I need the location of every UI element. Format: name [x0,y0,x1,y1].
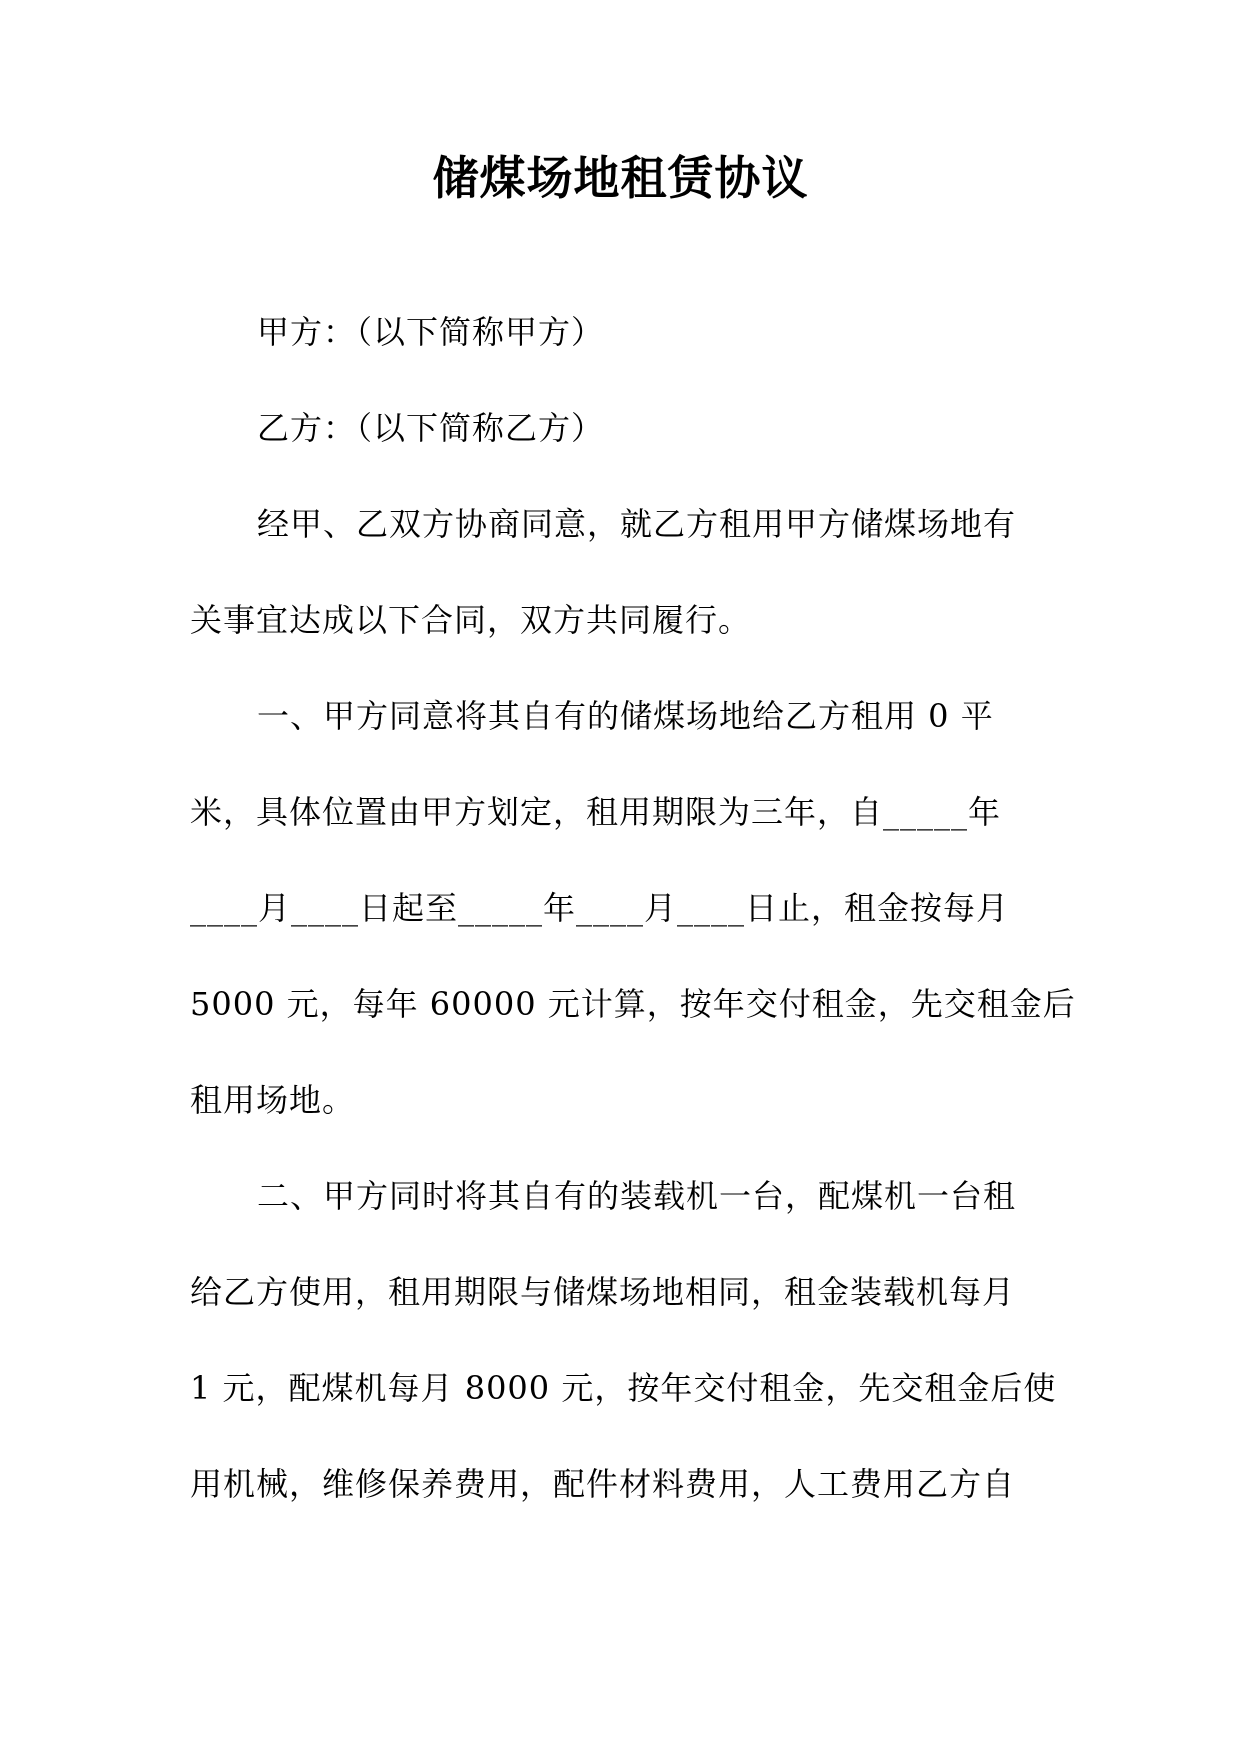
preamble-line-2: 关事宜达成以下合同，双方共同履行。 [190,601,752,639]
party-a-line: 甲方：（以下简称甲方） [257,313,605,351]
clause-1-line-2: 米，具体位置由甲方划定，租用期限为三年，自_____年 [190,793,1002,831]
preamble-line-1: 经甲、乙双方协商同意，就乙方租用甲方储煤场地有 [257,505,1017,543]
clause-1-line-3: ____月____日起至_____年____月____日止，租金按每月 [190,889,1010,927]
clause-2-line-1: 二、甲方同时将其自有的装载机一台，配煤机一台租 [257,1177,1017,1215]
clause-2-line-4: 用机械，维修保养费用，配件材料费用，人工费用乙方自 [190,1465,1016,1503]
clause-1-line-5: 租用场地。 [190,1081,356,1119]
party-b-line: 乙方：（以下简称乙方） [257,409,605,447]
clause-1-line-4: 5000 元，每年 60000 元计算，按年交付租金，先交租金后 [190,985,1076,1023]
clause-2-line-3: 1 元，配煤机每月 8000 元，按年交付租金，先交租金后使 [190,1369,1057,1407]
document-title: 储煤场地租赁协议 [432,151,809,205]
clause-2-line-2: 给乙方使用，租用期限与储煤场地相同，租金装载机每月 [190,1273,1016,1311]
clause-1-line-1: 一、甲方同意将其自有的储煤场地给乙方租用 0 平 [257,697,994,735]
